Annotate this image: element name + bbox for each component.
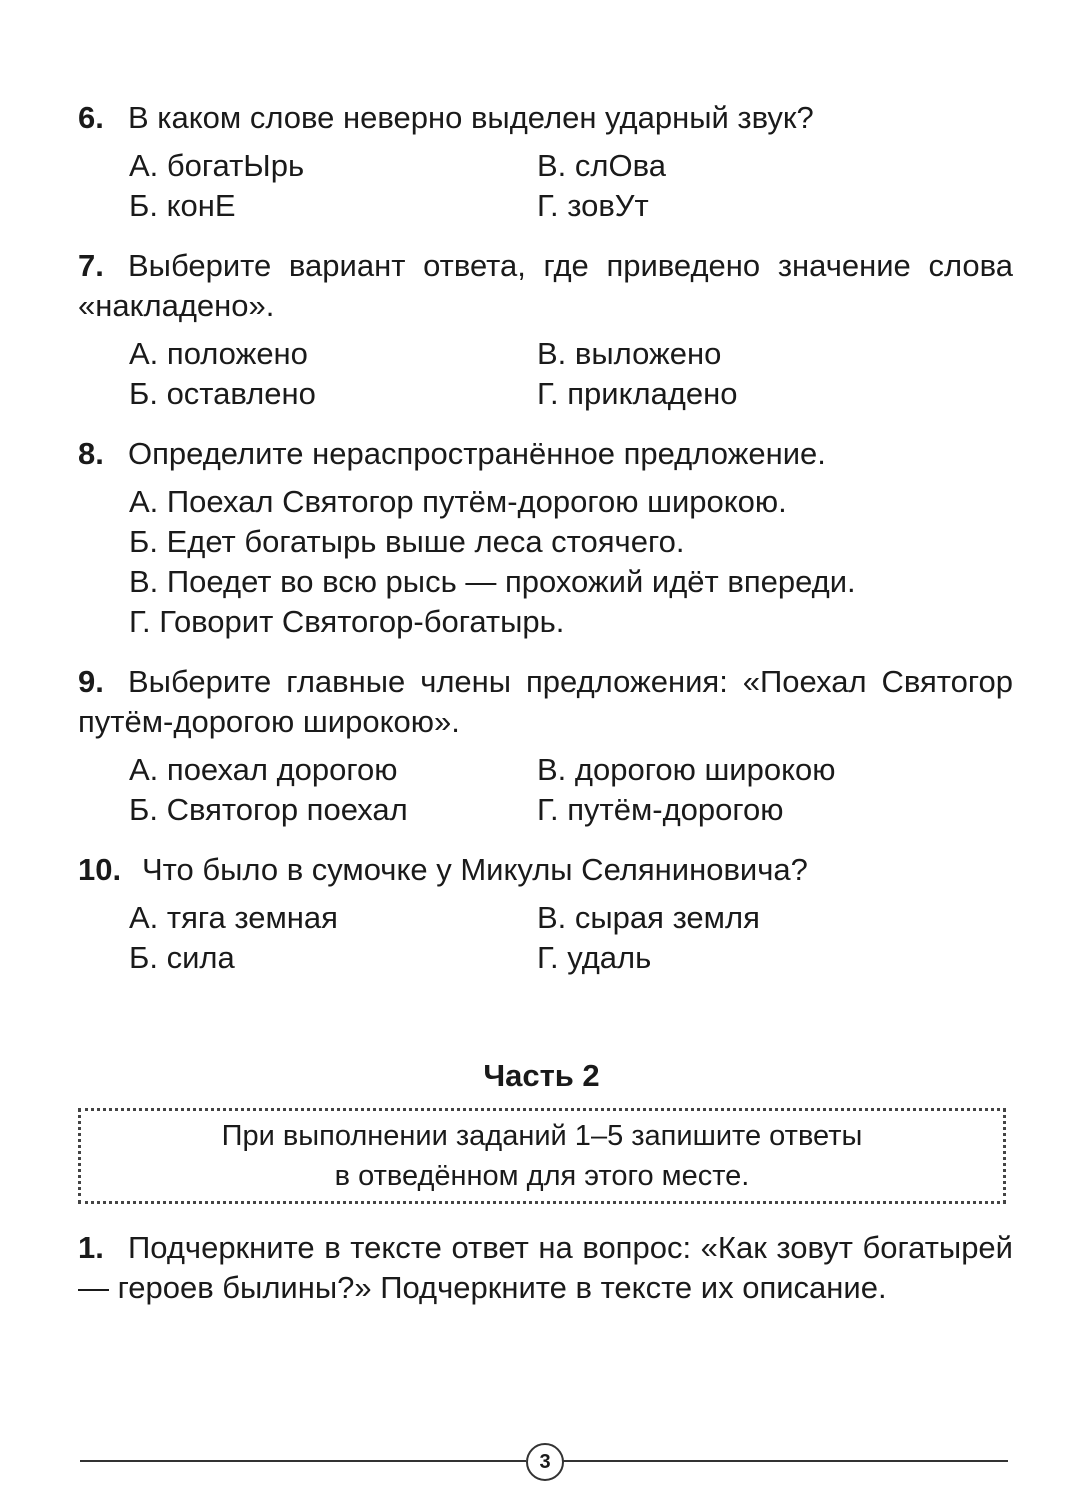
question-text: Выберите главные члены предложения: «Поехал Святогор путём-дорогою широкою». bbox=[78, 664, 1013, 739]
answer-option[interactable]: Г. зовУт bbox=[537, 188, 649, 223]
answer-option[interactable]: А. поехал дорогою bbox=[129, 752, 398, 787]
answer-option[interactable]: В. слОва bbox=[537, 148, 666, 183]
question-number: 9. bbox=[78, 664, 104, 699]
answer-option[interactable]: А. положено bbox=[129, 336, 308, 371]
answer-option[interactable]: А. Поехал Святогор путём-дорогою широкою. bbox=[129, 484, 787, 519]
answer-options bbox=[129, 334, 1013, 414]
answer-option[interactable]: В. сырая земля bbox=[537, 900, 760, 935]
question-text: Выберите вариант ответа, где приведено значение слова «накладено». bbox=[78, 248, 1013, 323]
answer-option[interactable]: В. Поедет во всю рысь — прохожий идёт впереди. bbox=[129, 564, 856, 599]
answer-option[interactable]: Б. сила bbox=[129, 940, 235, 975]
answer-options bbox=[129, 482, 1013, 642]
instruction-line: При выполнении заданий 1–5 запишите ответы bbox=[221, 1120, 863, 1152]
question-text: В каком слове неверно выделен ударный звук? bbox=[128, 100, 814, 135]
question-8 bbox=[78, 434, 1013, 642]
answer-options bbox=[129, 898, 1013, 978]
question-text: Что было в сумочке у Микулы Селяниновича? bbox=[142, 852, 808, 887]
answer-option[interactable]: А. тяга земная bbox=[129, 900, 338, 935]
question-number: 6. bbox=[78, 100, 104, 135]
task-1 bbox=[78, 1228, 1013, 1308]
question-10 bbox=[78, 850, 1013, 978]
answer-option[interactable]: Г. Говорит Святогор-богатырь. bbox=[129, 604, 565, 639]
answer-option[interactable]: Б. Святогор поехал bbox=[129, 792, 408, 827]
footer-divider bbox=[562, 1460, 1008, 1462]
task-text: Подчеркните в тексте ответ на вопрос: «Как зовут богатырей — героев былины?» Подчеркните в тексте их описание. bbox=[78, 1230, 1013, 1305]
question-9 bbox=[78, 662, 1013, 830]
answer-option[interactable]: Б. конЕ bbox=[129, 188, 236, 223]
question-text: Определите нераспространённое предложение. bbox=[128, 436, 826, 471]
answer-option[interactable]: В. выложено bbox=[537, 336, 722, 371]
answer-option[interactable]: Г. путём-дорогою bbox=[537, 792, 784, 827]
question-7 bbox=[78, 246, 1013, 414]
answer-option[interactable]: А. богатЫрь bbox=[129, 148, 305, 183]
answer-option[interactable]: В. дорогою широкою bbox=[537, 752, 836, 787]
answer-options bbox=[129, 750, 1013, 830]
question-number: 7. bbox=[78, 248, 104, 283]
page-number: 3 bbox=[526, 1443, 564, 1481]
footer-divider bbox=[80, 1460, 526, 1462]
answer-option[interactable]: Г. прикладено bbox=[537, 376, 738, 411]
task-number: 1. bbox=[78, 1230, 104, 1265]
instruction-line: в отведённом для этого месте. bbox=[334, 1160, 750, 1192]
answer-option[interactable]: Г. удаль bbox=[537, 940, 652, 975]
question-number: 10. bbox=[78, 852, 122, 887]
question-6 bbox=[78, 98, 1013, 226]
answer-options bbox=[129, 146, 1013, 226]
section-title: Часть 2 bbox=[483, 1058, 600, 1093]
question-number: 8. bbox=[78, 436, 104, 471]
instruction-box bbox=[78, 1108, 1006, 1204]
answer-option[interactable]: Б. Едет богатырь выше леса стоячего. bbox=[129, 524, 685, 559]
answer-option[interactable]: Б. оставлено bbox=[129, 376, 316, 411]
